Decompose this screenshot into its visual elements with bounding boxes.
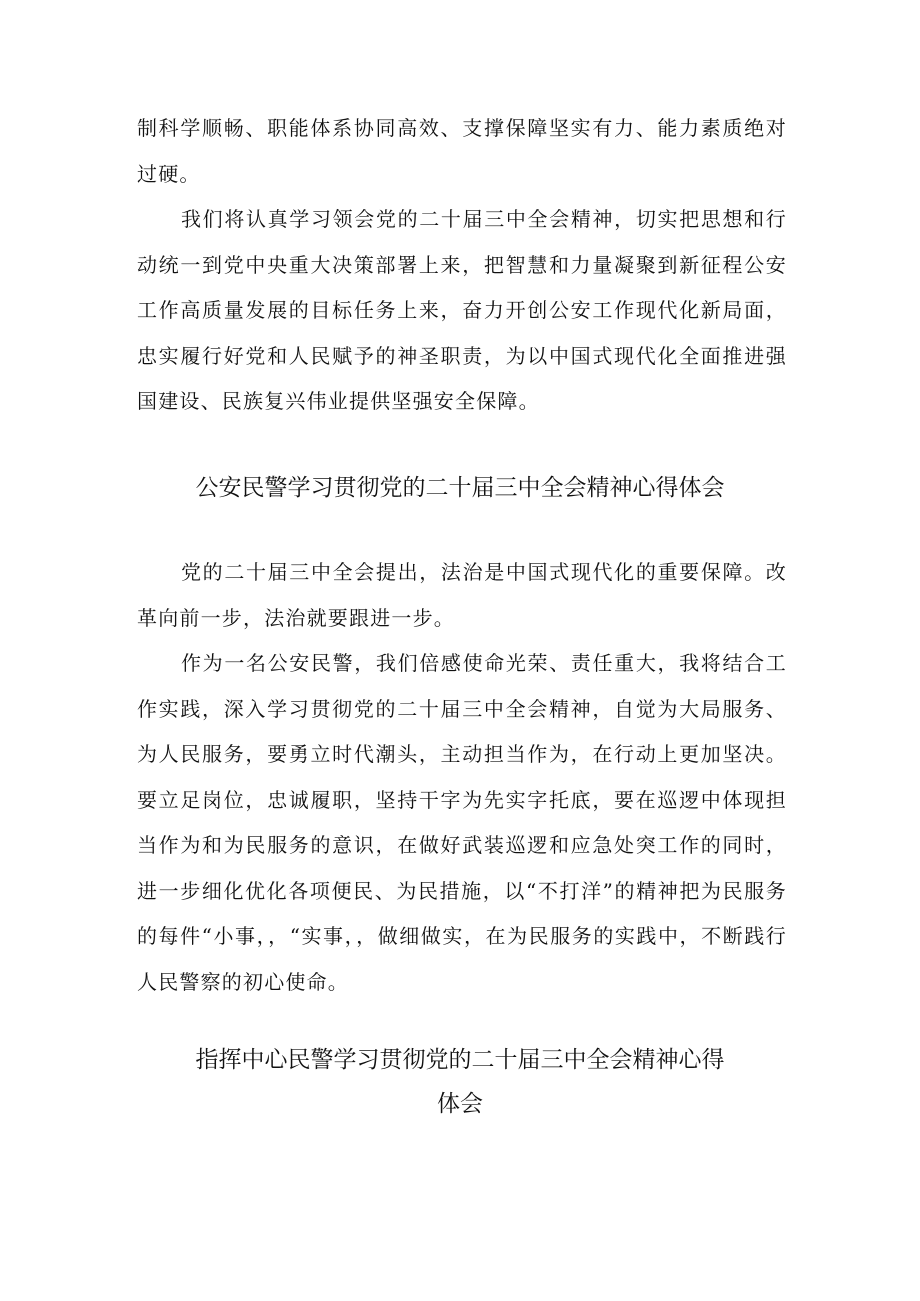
section-3-title-line-2: 体会: [437, 1091, 483, 1117]
paragraph: 我们将认真学习领会党的二十届三中全会精神，切实把思想和行动统一到党中央重大决策部署上来，把智慧和力量凝聚到新征程公安工作高质量发展的目标任务上来，奋力开创公安工作现代化新局面，忠实履行好党和人民赋予的神圣职责，为以中国式现代化全面推进强国建设、民族复兴伟业提供坚强安全保障。: [137, 207, 787, 413]
section-3-title-line-1: 指挥中心民警学习贯彻党的二十届三中全会精神心得: [195, 1047, 725, 1073]
section-2-body: [137, 550, 787, 1005]
section-2-title: 公安民警学习贯彻党的二十届三中全会精神心得体会: [195, 475, 725, 501]
section-1-body: [137, 106, 787, 425]
paragraph: 制科学顺畅、职能体系协同高效、支撑保障坚实有力、能力素质绝对过硬。: [137, 116, 787, 186]
paragraph: 作为一名公安民警，我们倍感使命光荣、责任重大，我将结合工作实践，深入学习贯彻党的二十届三中全会精神，自觉为大局服务、为人民服务，要勇立时代潮头，主动担当作为，在行动上更加坚决。要立足岗位，忠诚履职，坚持干字为先实字托底，要在巡逻中体现担当作为和为民服务的意识，在做好武装巡逻和应急处突工作的同时，进一步细化优化各项便民、为民措施，以“不打洋”的精神把为民服务的每件“小事，，“实事，，做细做实，在为民服务的实践中，不断践行人民警察的初心使命。: [137, 651, 787, 994]
section-3-title: [0, 1038, 920, 1126]
paragraph: 党的二十届三中全会提出，法治是中国式现代化的重要保障。改革向前一步，法治就要跟进一步。: [137, 560, 787, 630]
